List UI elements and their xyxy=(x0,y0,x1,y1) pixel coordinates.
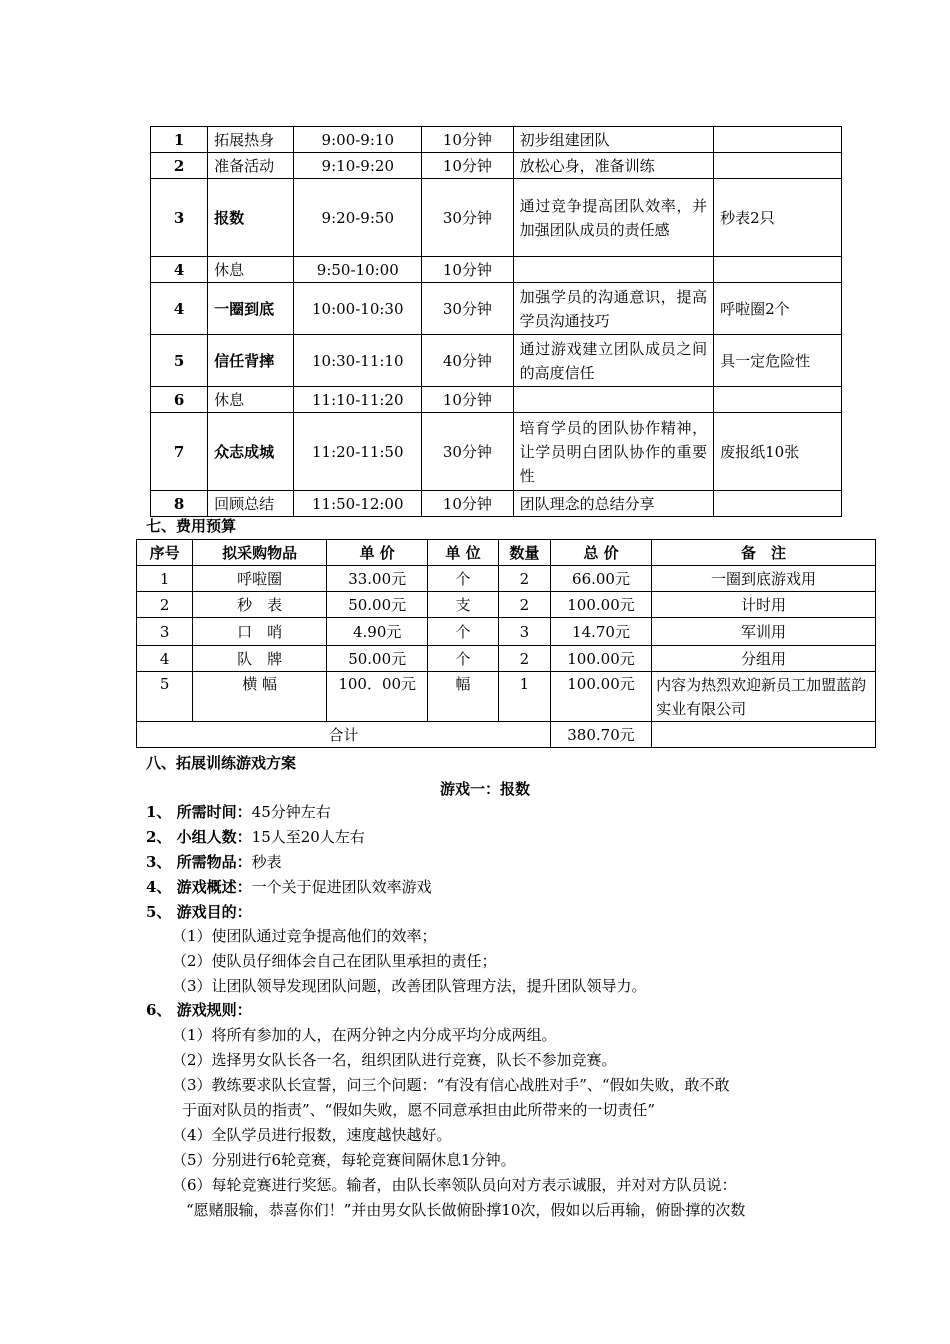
budget-cell: 100.00元 xyxy=(550,672,651,722)
schedule-activity: 准备活动 xyxy=(208,153,294,179)
schedule-note xyxy=(714,153,842,179)
game-rule-line: 于面对队员的指责”、“假如失败，愿不同意承担由此所带来的一切责任” xyxy=(182,1101,656,1119)
schedule-num: 3 xyxy=(151,179,208,257)
game-info-item xyxy=(146,800,331,824)
budget-row xyxy=(137,618,876,646)
budget-cell: 分组用 xyxy=(652,646,876,672)
budget-row xyxy=(137,672,876,722)
budget-header-cell: 拟采购物品 xyxy=(193,540,327,566)
schedule-duration: 10分钟 xyxy=(422,153,513,179)
schedule-duration: 30分钟 xyxy=(422,413,513,491)
schedule-activity: 众志成城 xyxy=(208,413,294,491)
game-info-item xyxy=(146,825,365,849)
game-info-label: 1、 所需时间： xyxy=(146,803,252,821)
budget-cell: 5 xyxy=(137,672,193,722)
game-aim-item: （3）让团队领导发现团队问题，改善团队管理方法，提升团队领导力。 xyxy=(172,977,647,995)
schedule-time: 9:10-9:20 xyxy=(294,153,422,179)
schedule-activity: 一圈到底 xyxy=(208,283,294,335)
schedule-activity: 拓展热身 xyxy=(208,127,294,153)
schedule-note: 废报纸10张 xyxy=(714,413,842,491)
budget-cell: 个 xyxy=(428,618,499,646)
budget-cell: 个 xyxy=(428,566,499,592)
schedule-activity: 报数 xyxy=(208,179,294,257)
schedule-num: 2 xyxy=(151,153,208,179)
budget-cell: 14.70元 xyxy=(550,618,651,646)
schedule-time: 9:50-10:00 xyxy=(294,257,422,283)
budget-cell: 呼啦圈 xyxy=(193,566,327,592)
schedule-aim: 加强学员的沟通意识，提高学员沟通技巧 xyxy=(513,283,714,335)
budget-row xyxy=(137,566,876,592)
budget-cell: 100.00元 xyxy=(550,646,651,672)
schedule-row xyxy=(151,127,842,153)
budget-cell: 3 xyxy=(137,618,193,646)
schedule-num: 7 xyxy=(151,413,208,491)
schedule-activity: 休息 xyxy=(208,387,294,413)
budget-cell: 100.00元 xyxy=(550,592,651,618)
game-section-title: 八、拓展训练游戏方案 xyxy=(146,754,297,772)
budget-cell: 50.00元 xyxy=(327,592,428,618)
budget-cell: 口 哨 xyxy=(193,618,327,646)
game-title: 游戏一：报数 xyxy=(440,780,531,798)
schedule-aim xyxy=(513,387,714,413)
budget-cell: 2 xyxy=(498,592,550,618)
schedule-note xyxy=(714,491,842,517)
budget-cell: 队 牌 xyxy=(193,646,327,672)
budget-header-cell: 备 注 xyxy=(652,540,876,566)
budget-cell: 50.00元 xyxy=(327,646,428,672)
schedule-note xyxy=(714,127,842,153)
budget-header-cell: 数量 xyxy=(498,540,550,566)
game-rule-line: （2）选择男女队长各一名，组织团队进行竞赛，队长不参加竞赛。 xyxy=(172,1051,617,1069)
budget-row xyxy=(137,592,876,618)
schedule-time: 9:20-9:50 xyxy=(294,179,422,257)
schedule-row xyxy=(151,335,842,387)
schedule-time: 10:00-10:30 xyxy=(294,283,422,335)
schedule-note xyxy=(714,387,842,413)
schedule-note xyxy=(714,257,842,283)
schedule-row xyxy=(151,387,842,413)
schedule-note: 具一定危险性 xyxy=(714,335,842,387)
game-aim-item: （1）使团队通过竞争提高他们的效率； xyxy=(172,927,437,945)
schedule-time: 11:20-11:50 xyxy=(294,413,422,491)
budget-cell: 个 xyxy=(428,646,499,672)
schedule-aim: 团队理念的总结分享 xyxy=(513,491,714,517)
schedule-duration: 40分钟 xyxy=(422,335,513,387)
budget-cell: 100．00元 xyxy=(327,672,428,722)
game-rule-line: （4）全队学员进行报数，速度越快越好。 xyxy=(172,1126,452,1144)
budget-total-note xyxy=(652,722,876,748)
schedule-num: 4 xyxy=(151,257,208,283)
budget-row xyxy=(137,646,876,672)
schedule-duration: 30分钟 xyxy=(422,179,513,257)
schedule-aim: 培育学员的团队协作精神，让学员明白团队协作的重要性 xyxy=(513,413,714,491)
game-info-label: 2、 小组人数： xyxy=(146,828,252,846)
game-info-item xyxy=(146,900,252,924)
schedule-activity: 休息 xyxy=(208,257,294,283)
budget-cell: 4.90元 xyxy=(327,618,428,646)
game-info-label: 5、 游戏目的： xyxy=(146,903,252,921)
budget-header-cell: 单 价 xyxy=(327,540,428,566)
budget-cell: 一圈到底游戏用 xyxy=(652,566,876,592)
budget-cell: 2 xyxy=(498,646,550,672)
schedule-aim: 放松心身，准备训练 xyxy=(513,153,714,179)
budget-cell: 2 xyxy=(498,566,550,592)
schedule-aim xyxy=(513,257,714,283)
schedule-table xyxy=(150,126,842,517)
game-info-label: 4、 游戏概述： xyxy=(146,878,252,896)
budget-header-cell: 序号 xyxy=(137,540,193,566)
budget-cell: 33.00元 xyxy=(327,566,428,592)
schedule-duration: 10分钟 xyxy=(422,127,513,153)
schedule-note: 秒表2只 xyxy=(714,179,842,257)
budget-header-cell: 总 价 xyxy=(550,540,651,566)
schedule-row xyxy=(151,491,842,517)
game-info-value: 45分钟左右 xyxy=(251,803,331,821)
schedule-row xyxy=(151,283,842,335)
budget-cell: 计时用 xyxy=(652,592,876,618)
schedule-activity: 回顾总结 xyxy=(208,491,294,517)
game-rule-line: （5）分别进行6轮竞赛，每轮竞赛间隔休息1分钟。 xyxy=(172,1151,516,1169)
budget-cell: 3 xyxy=(498,618,550,646)
game-aim-item: （2）使队员仔细体会自己在团队里承担的责任； xyxy=(172,952,497,970)
schedule-time: 11:50-12:00 xyxy=(294,491,422,517)
budget-table xyxy=(136,539,876,748)
budget-cell: 66.00元 xyxy=(550,566,651,592)
game-info-label: 3、 所需物品： xyxy=(146,853,252,871)
game-rule-line: （3）教练要求队长宣誓，问三个问题：“有没有信心战胜对手”、“假如失败，敢不敢 xyxy=(172,1076,730,1094)
schedule-aim: 通过竞争提高团队效率，并加强团队成员的责任感 xyxy=(513,179,714,257)
game-info-item xyxy=(146,875,432,899)
schedule-num: 1 xyxy=(151,127,208,153)
schedule-duration: 10分钟 xyxy=(422,387,513,413)
schedule-num: 6 xyxy=(151,387,208,413)
schedule-aim: 初步组建团队 xyxy=(513,127,714,153)
budget-cell: 横 幅 xyxy=(193,672,327,722)
schedule-time: 11:10-11:20 xyxy=(294,387,422,413)
schedule-note: 呼啦圈2个 xyxy=(714,283,842,335)
schedule-row xyxy=(151,257,842,283)
budget-total-label: 合计 xyxy=(137,722,551,748)
budget-cell: 内容为热烈欢迎新员工加盟蓝韵实业有限公司 xyxy=(652,672,876,722)
schedule-row xyxy=(151,153,842,179)
game-rule-line: “愿赌服输，恭喜你们！”并由男女队长做俯卧撑10次，假如以后再输，俯卧撑的次数 xyxy=(186,1201,746,1219)
budget-cell: 军训用 xyxy=(652,618,876,646)
budget-header-cell: 单 位 xyxy=(428,540,499,566)
game-info-item xyxy=(146,850,282,874)
game-info-value: 秒表 xyxy=(251,853,282,871)
budget-section-title: 七、费用预算 xyxy=(146,517,237,535)
schedule-num: 8 xyxy=(151,491,208,517)
schedule-time: 9:00-9:10 xyxy=(294,127,422,153)
schedule-row xyxy=(151,179,842,257)
schedule-duration: 10分钟 xyxy=(422,491,513,517)
game-rule-line: （1）将所有参加的人，在两分钟之内分成平均分成两组。 xyxy=(172,1026,557,1044)
schedule-row xyxy=(151,413,842,491)
game-info-value: 一个关于促进团队效率游戏 xyxy=(251,878,432,896)
budget-cell: 支 xyxy=(428,592,499,618)
game-rule-line: （6）每轮竞赛进行奖惩。输者，由队长率领队员向对方表示诚服，并对对方队员说： xyxy=(172,1176,737,1194)
schedule-num: 5 xyxy=(151,335,208,387)
budget-total-value: 380.70元 xyxy=(550,722,651,748)
budget-cell: 幅 xyxy=(428,672,499,722)
budget-total-row xyxy=(137,722,876,748)
budget-cell: 1 xyxy=(137,566,193,592)
budget-cell: 1 xyxy=(498,672,550,722)
schedule-activity: 信任背摔 xyxy=(208,335,294,387)
budget-cell: 4 xyxy=(137,646,193,672)
schedule-num: 4 xyxy=(151,283,208,335)
budget-cell: 2 xyxy=(137,592,193,618)
budget-cell: 秒 表 xyxy=(193,592,327,618)
game-info-value: 15人至20人左右 xyxy=(251,828,365,846)
schedule-aim: 通过游戏建立团队成员之间的高度信任 xyxy=(513,335,714,387)
rules-label: 6、 游戏规则： xyxy=(146,1001,252,1019)
budget-header-row xyxy=(137,540,876,566)
schedule-duration: 10分钟 xyxy=(422,257,513,283)
schedule-time: 10:30-11:10 xyxy=(294,335,422,387)
schedule-duration: 30分钟 xyxy=(422,283,513,335)
